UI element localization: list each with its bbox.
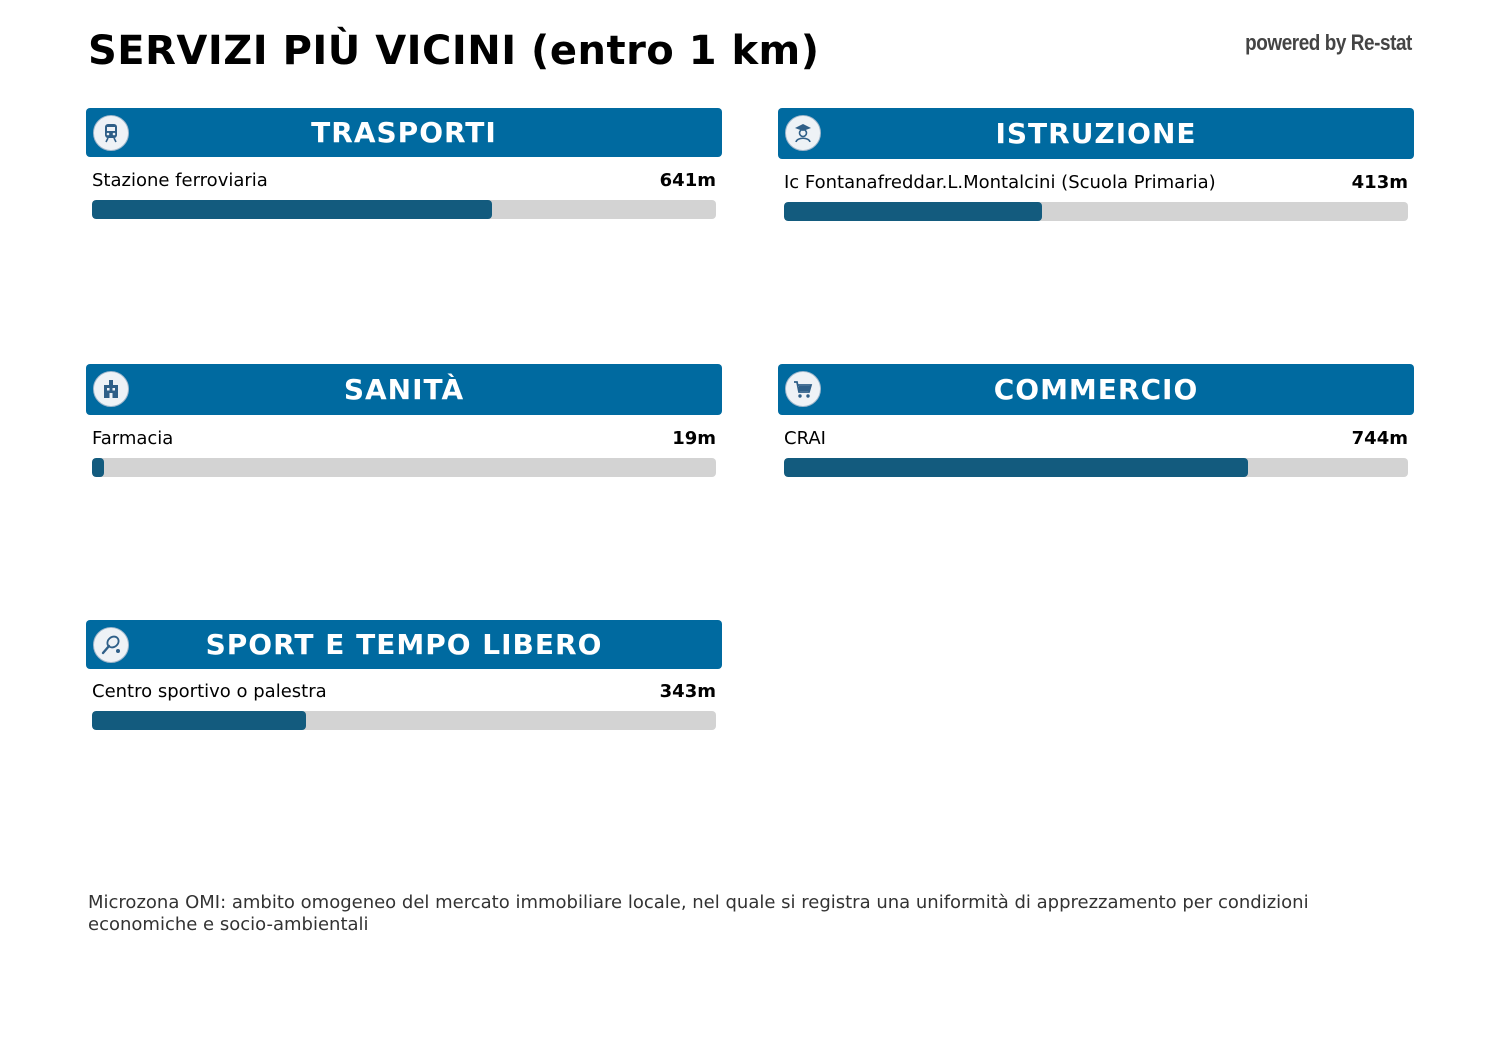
service-distance: 343m [659,681,716,702]
list-item [86,170,722,192]
section-header [778,108,1414,159]
distance-bar-track [92,711,716,730]
service-name: Stazione ferroviaria [92,170,268,191]
service-name: CRAI [784,428,826,449]
page-title: SERVIZI PIÙ VICINI (entro 1 km) [88,28,820,74]
train-icon [93,115,129,151]
tennis-racket-icon [93,627,129,663]
distance-bar-track [784,202,1408,221]
section-title: SANITÀ [343,373,465,406]
distance-bar-track [92,458,716,477]
section-title: ISTRUZIONE [995,117,1197,150]
distance-bar [92,458,104,477]
service-name: Farmacia [92,428,174,449]
hospital-icon [93,371,129,407]
service-distance: 413m [1351,172,1408,193]
section-header [778,364,1414,415]
section-title: COMMERCIO [993,373,1199,406]
section-header [86,108,722,157]
service-name: Ic Fontanafreddar.L.Montalcini (Scuola Primaria) [784,172,1216,193]
section-commercio [778,364,1414,450]
distance-bar [92,200,492,219]
section-title: TRASPORTI [311,116,497,149]
section-sport [86,620,722,703]
list-item [778,172,1414,196]
list-item [778,428,1414,450]
distance-bar-track [784,458,1408,477]
student-icon [785,115,821,151]
shopping-cart-icon [785,371,821,407]
section-header [86,364,722,415]
section-trasporti [86,108,722,192]
distance-bar [92,711,306,730]
distance-bar [784,202,1042,221]
service-distance: 744m [1351,428,1408,449]
section-istruzione [778,108,1414,196]
list-item [86,428,722,450]
service-name: Centro sportivo o palestra [92,681,327,702]
section-title: SPORT E TEMPO LIBERO [205,628,603,661]
service-distance: 19m [672,428,716,449]
section-sanita [86,364,722,450]
list-item [86,681,722,703]
distance-bar-track [92,200,716,219]
distance-bar [784,458,1248,477]
service-distance: 641m [659,170,716,191]
footnote: Microzona OMI: ambito omogeneo del mercato immobiliare locale, nel quale si registra una uniformità di apprezzamento per condizioni economiche e socio-ambientali [88,892,1309,935]
powered-by-label: powered by Re-stat [1245,30,1412,55]
section-header [86,620,722,669]
